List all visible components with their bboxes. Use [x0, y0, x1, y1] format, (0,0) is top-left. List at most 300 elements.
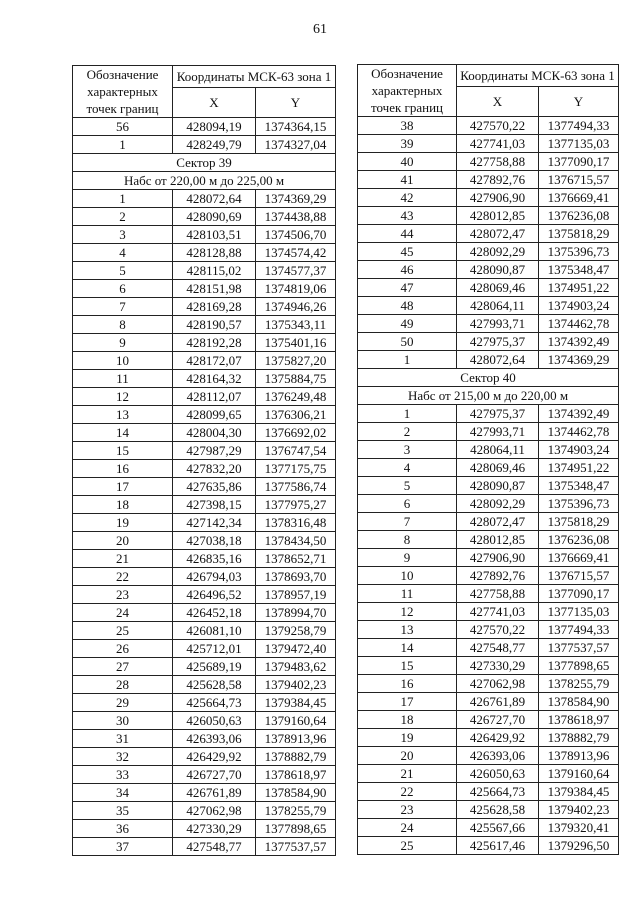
table-row — [358, 711, 619, 729]
y-coordinate: 1377494,33 — [539, 621, 619, 639]
y-coordinate: 1374903,24 — [539, 297, 619, 315]
y-coordinate: 1375401,16 — [256, 334, 336, 352]
point-number: 19 — [358, 729, 457, 747]
table-row — [358, 477, 619, 495]
left-table-body — [73, 66, 336, 856]
right-coordinates-table — [357, 64, 619, 855]
point-number: 12 — [358, 603, 457, 621]
table-row — [73, 460, 336, 478]
table-row — [73, 316, 336, 334]
point-number: 21 — [358, 765, 457, 783]
y-coordinate: 1377586,74 — [256, 478, 336, 496]
point-number: 17 — [73, 478, 173, 496]
x-coordinate: 425712,01 — [173, 640, 256, 658]
header-y: Y — [256, 88, 336, 118]
point-number: 25 — [73, 622, 173, 640]
point-number: 14 — [358, 639, 457, 657]
y-coordinate: 1375396,73 — [539, 495, 619, 513]
point-number: 18 — [358, 711, 457, 729]
x-coordinate: 427038,18 — [173, 532, 256, 550]
x-coordinate: 425567,66 — [457, 819, 539, 837]
table-row — [73, 406, 336, 424]
point-number: 41 — [358, 171, 457, 189]
table-row — [358, 585, 619, 603]
y-coordinate: 1378584,90 — [539, 693, 619, 711]
y-coordinate: 1374946,26 — [256, 298, 336, 316]
y-coordinate: 1376249,48 — [256, 388, 336, 406]
y-coordinate: 1374506,70 — [256, 226, 336, 244]
point-number: 2 — [73, 208, 173, 226]
table-row — [358, 189, 619, 207]
table-row — [358, 261, 619, 279]
table-row — [358, 783, 619, 801]
table-row — [73, 622, 336, 640]
y-coordinate: 1375348,47 — [539, 477, 619, 495]
table-row — [358, 693, 619, 711]
point-number: 2 — [358, 423, 457, 441]
table-row — [73, 136, 336, 154]
point-number: 26 — [73, 640, 173, 658]
table-row — [73, 730, 336, 748]
x-coordinate: 428090,87 — [457, 477, 539, 495]
y-coordinate: 1375348,47 — [539, 261, 619, 279]
point-number: 31 — [73, 730, 173, 748]
x-coordinate: 427993,71 — [457, 315, 539, 333]
point-number: 22 — [73, 568, 173, 586]
section-row — [73, 154, 336, 172]
x-coordinate: 428099,65 — [173, 406, 256, 424]
table-row — [73, 280, 336, 298]
y-coordinate: 1374577,37 — [256, 262, 336, 280]
point-number: 35 — [73, 802, 173, 820]
header-coordinates-label: Координаты МСК-63 зона 1 — [457, 65, 619, 87]
point-number: 25 — [358, 837, 457, 855]
point-number: 1 — [73, 136, 173, 154]
y-coordinate: 1374392,49 — [539, 333, 619, 351]
table-row — [358, 765, 619, 783]
x-coordinate: 426452,18 — [173, 604, 256, 622]
header-points-label: Обозначение характерных точек границ — [358, 65, 457, 117]
table-row — [358, 315, 619, 333]
y-coordinate: 1377090,17 — [539, 153, 619, 171]
y-coordinate: 1379472,40 — [256, 640, 336, 658]
table-row — [73, 658, 336, 676]
table-row — [358, 441, 619, 459]
y-coordinate: 1376747,54 — [256, 442, 336, 460]
y-coordinate: 1375818,29 — [539, 225, 619, 243]
point-number: 1 — [358, 351, 457, 369]
x-coordinate: 426429,92 — [457, 729, 539, 747]
x-coordinate: 427330,29 — [173, 820, 256, 838]
table-row — [73, 298, 336, 316]
point-number: 15 — [358, 657, 457, 675]
point-number: 50 — [358, 333, 457, 351]
point-number: 24 — [73, 604, 173, 622]
table-row — [358, 531, 619, 549]
y-coordinate: 1379258,79 — [256, 622, 336, 640]
y-coordinate: 1378255,79 — [539, 675, 619, 693]
table-row — [73, 532, 336, 550]
y-coordinate: 1377090,17 — [539, 585, 619, 603]
point-number: 20 — [358, 747, 457, 765]
y-coordinate: 1378994,70 — [256, 604, 336, 622]
page-number: 61 — [313, 22, 327, 37]
x-coordinate: 426835,16 — [173, 550, 256, 568]
point-number: 23 — [358, 801, 457, 819]
y-coordinate: 1374327,04 — [256, 136, 336, 154]
point-number: 38 — [358, 117, 457, 135]
point-number: 4 — [358, 459, 457, 477]
table-row — [358, 171, 619, 189]
y-coordinate: 1374462,78 — [539, 315, 619, 333]
point-number: 24 — [358, 819, 457, 837]
y-coordinate: 1378434,50 — [256, 532, 336, 550]
table-row — [358, 297, 619, 315]
y-coordinate: 1374574,42 — [256, 244, 336, 262]
table-row — [73, 604, 336, 622]
x-coordinate: 427062,98 — [457, 675, 539, 693]
y-coordinate: 1376236,08 — [539, 531, 619, 549]
point-number: 42 — [358, 189, 457, 207]
x-coordinate: 427993,71 — [457, 423, 539, 441]
y-coordinate: 1377898,65 — [256, 820, 336, 838]
header-x: X — [457, 87, 539, 117]
x-coordinate: 426794,03 — [173, 568, 256, 586]
table-row — [73, 568, 336, 586]
x-coordinate: 425617,46 — [457, 837, 539, 855]
table-row — [358, 603, 619, 621]
table-row — [358, 549, 619, 567]
y-coordinate: 1378618,97 — [539, 711, 619, 729]
point-number: 13 — [358, 621, 457, 639]
y-coordinate: 1377537,57 — [539, 639, 619, 657]
y-coordinate: 1374951,22 — [539, 459, 619, 477]
header-row — [358, 65, 619, 87]
x-coordinate: 425664,73 — [457, 783, 539, 801]
right-table-body — [358, 65, 619, 855]
point-number: 46 — [358, 261, 457, 279]
point-number: 5 — [358, 477, 457, 495]
point-number: 22 — [358, 783, 457, 801]
table-row — [358, 423, 619, 441]
x-coordinate: 425628,58 — [457, 801, 539, 819]
x-coordinate: 428072,64 — [457, 351, 539, 369]
table-row — [73, 208, 336, 226]
point-number: 56 — [73, 118, 173, 136]
table-row — [73, 802, 336, 820]
y-coordinate: 1378652,71 — [256, 550, 336, 568]
point-number: 1 — [73, 190, 173, 208]
table-row — [358, 819, 619, 837]
table-row — [73, 784, 336, 802]
table-row — [73, 514, 336, 532]
table-row — [358, 225, 619, 243]
point-number: 8 — [358, 531, 457, 549]
y-coordinate: 1378618,97 — [256, 766, 336, 784]
x-coordinate: 428092,29 — [457, 495, 539, 513]
table-row — [358, 279, 619, 297]
point-number: 33 — [73, 766, 173, 784]
x-coordinate: 427758,88 — [457, 153, 539, 171]
point-number: 16 — [358, 675, 457, 693]
point-number: 16 — [73, 460, 173, 478]
x-coordinate: 427975,37 — [457, 333, 539, 351]
y-coordinate: 1375884,75 — [256, 370, 336, 388]
y-coordinate: 1379320,41 — [539, 819, 619, 837]
y-coordinate: 1379384,45 — [256, 694, 336, 712]
table-row — [358, 621, 619, 639]
x-coordinate: 426393,06 — [457, 747, 539, 765]
x-coordinate: 426761,89 — [457, 693, 539, 711]
point-number: 32 — [73, 748, 173, 766]
x-coordinate: 428012,85 — [457, 531, 539, 549]
table-row — [73, 694, 336, 712]
x-coordinate: 427892,76 — [457, 567, 539, 585]
table-row — [358, 747, 619, 765]
point-number: 10 — [73, 352, 173, 370]
table-row — [358, 333, 619, 351]
x-coordinate: 428072,47 — [457, 225, 539, 243]
table-row — [358, 675, 619, 693]
x-coordinate: 428192,28 — [173, 334, 256, 352]
x-coordinate: 425628,58 — [173, 676, 256, 694]
table-row — [73, 190, 336, 208]
x-coordinate: 426496,52 — [173, 586, 256, 604]
x-coordinate: 427330,29 — [457, 657, 539, 675]
x-coordinate: 427398,15 — [173, 496, 256, 514]
point-number: 7 — [358, 513, 457, 531]
table-row — [358, 657, 619, 675]
x-coordinate: 428090,87 — [457, 261, 539, 279]
point-number: 34 — [73, 784, 173, 802]
point-number: 17 — [358, 693, 457, 711]
table-row — [73, 820, 336, 838]
x-coordinate: 427570,22 — [457, 621, 539, 639]
table-row — [73, 334, 336, 352]
header-coordinates-label: Координаты МСК-63 зона 1 — [173, 66, 336, 88]
y-coordinate: 1378316,48 — [256, 514, 336, 532]
table-row — [358, 567, 619, 585]
point-number: 49 — [358, 315, 457, 333]
y-coordinate: 1379402,23 — [256, 676, 336, 694]
y-coordinate: 1376669,41 — [539, 549, 619, 567]
y-coordinate: 1374364,15 — [256, 118, 336, 136]
y-coordinate: 1377135,03 — [539, 603, 619, 621]
x-coordinate: 428094,19 — [173, 118, 256, 136]
section-row — [358, 369, 619, 387]
x-coordinate: 428190,57 — [173, 316, 256, 334]
y-coordinate: 1376715,57 — [539, 171, 619, 189]
x-coordinate: 427892,76 — [457, 171, 539, 189]
x-coordinate: 427906,90 — [457, 549, 539, 567]
y-coordinate: 1377898,65 — [539, 657, 619, 675]
y-coordinate: 1374951,22 — [539, 279, 619, 297]
x-coordinate: 428172,07 — [173, 352, 256, 370]
x-coordinate: 426429,92 — [173, 748, 256, 766]
x-coordinate: 428064,11 — [457, 441, 539, 459]
x-coordinate: 428072,47 — [457, 513, 539, 531]
section-row — [73, 172, 336, 190]
y-coordinate: 1374819,06 — [256, 280, 336, 298]
point-number: 28 — [73, 676, 173, 694]
table-row — [73, 352, 336, 370]
table-row — [73, 640, 336, 658]
x-coordinate: 428064,11 — [457, 297, 539, 315]
header-x: X — [173, 88, 256, 118]
x-coordinate: 427987,29 — [173, 442, 256, 460]
y-coordinate: 1374392,49 — [539, 405, 619, 423]
point-number: 20 — [73, 532, 173, 550]
point-number: 18 — [73, 496, 173, 514]
y-coordinate: 1377494,33 — [539, 117, 619, 135]
point-number: 3 — [358, 441, 457, 459]
table-row — [73, 586, 336, 604]
x-coordinate: 428072,64 — [173, 190, 256, 208]
y-coordinate: 1376669,41 — [539, 189, 619, 207]
point-number: 30 — [73, 712, 173, 730]
table-row — [358, 135, 619, 153]
table-row — [73, 676, 336, 694]
y-coordinate: 1379160,64 — [539, 765, 619, 783]
x-coordinate: 427758,88 — [457, 585, 539, 603]
x-coordinate: 426050,63 — [173, 712, 256, 730]
y-coordinate: 1377975,27 — [256, 496, 336, 514]
point-number: 45 — [358, 243, 457, 261]
y-coordinate: 1374369,29 — [539, 351, 619, 369]
x-coordinate: 428164,32 — [173, 370, 256, 388]
x-coordinate: 428112,07 — [173, 388, 256, 406]
table-row — [358, 459, 619, 477]
x-coordinate: 427142,34 — [173, 514, 256, 532]
x-coordinate: 428103,51 — [173, 226, 256, 244]
table-row — [73, 244, 336, 262]
y-coordinate: 1375396,73 — [539, 243, 619, 261]
y-coordinate: 1377537,57 — [256, 838, 336, 856]
y-coordinate: 1379483,62 — [256, 658, 336, 676]
point-number: 23 — [73, 586, 173, 604]
point-number: 48 — [358, 297, 457, 315]
table-row — [73, 496, 336, 514]
x-coordinate: 428151,98 — [173, 280, 256, 298]
section-row — [358, 387, 619, 405]
x-coordinate: 428004,30 — [173, 424, 256, 442]
point-number: 11 — [358, 585, 457, 603]
x-coordinate: 427832,20 — [173, 460, 256, 478]
x-coordinate: 426727,70 — [173, 766, 256, 784]
point-number: 1 — [358, 405, 457, 423]
x-coordinate: 426761,89 — [173, 784, 256, 802]
y-coordinate: 1376306,21 — [256, 406, 336, 424]
table-row — [73, 262, 336, 280]
point-number: 6 — [73, 280, 173, 298]
table-row — [73, 388, 336, 406]
point-number: 36 — [73, 820, 173, 838]
y-coordinate: 1375343,11 — [256, 316, 336, 334]
point-number: 15 — [73, 442, 173, 460]
y-coordinate: 1374369,29 — [256, 190, 336, 208]
y-coordinate: 1376692,02 — [256, 424, 336, 442]
point-number: 8 — [73, 316, 173, 334]
point-number: 21 — [73, 550, 173, 568]
header-row — [73, 66, 336, 88]
x-coordinate: 427570,22 — [457, 117, 539, 135]
point-number: 27 — [73, 658, 173, 676]
section-label: Набс от 220,00 м до 225,00 м — [73, 172, 336, 190]
y-coordinate: 1375827,20 — [256, 352, 336, 370]
point-number: 44 — [358, 225, 457, 243]
table-row — [358, 117, 619, 135]
x-coordinate: 428012,85 — [457, 207, 539, 225]
x-coordinate: 428092,29 — [457, 243, 539, 261]
x-coordinate: 427062,98 — [173, 802, 256, 820]
x-coordinate: 426050,63 — [457, 765, 539, 783]
header-points-label: Обозначение характерных точек границ — [73, 66, 173, 118]
x-coordinate: 427975,37 — [457, 405, 539, 423]
table-row — [358, 801, 619, 819]
y-coordinate: 1378255,79 — [256, 802, 336, 820]
point-number: 37 — [73, 838, 173, 856]
x-coordinate: 426393,06 — [173, 730, 256, 748]
section-label: Сектор 39 — [73, 154, 336, 172]
point-number: 4 — [73, 244, 173, 262]
point-number: 12 — [73, 388, 173, 406]
table-row — [73, 442, 336, 460]
y-coordinate: 1375818,29 — [539, 513, 619, 531]
y-coordinate: 1378913,96 — [256, 730, 336, 748]
y-coordinate: 1379160,64 — [256, 712, 336, 730]
y-coordinate: 1378584,90 — [256, 784, 336, 802]
x-coordinate: 428090,69 — [173, 208, 256, 226]
y-coordinate: 1379384,45 — [539, 783, 619, 801]
x-coordinate: 428115,02 — [173, 262, 256, 280]
y-coordinate: 1376715,57 — [539, 567, 619, 585]
y-coordinate: 1377135,03 — [539, 135, 619, 153]
point-number: 47 — [358, 279, 457, 297]
table-row — [358, 243, 619, 261]
y-coordinate: 1376236,08 — [539, 207, 619, 225]
x-coordinate: 425664,73 — [173, 694, 256, 712]
point-number: 6 — [358, 495, 457, 513]
table-row — [358, 495, 619, 513]
x-coordinate: 427635,86 — [173, 478, 256, 496]
table-row — [73, 370, 336, 388]
point-number: 43 — [358, 207, 457, 225]
y-coordinate: 1378882,79 — [539, 729, 619, 747]
point-number: 5 — [73, 262, 173, 280]
x-coordinate: 428169,28 — [173, 298, 256, 316]
x-coordinate: 428069,46 — [457, 279, 539, 297]
table-row — [73, 550, 336, 568]
x-coordinate: 427548,77 — [173, 838, 256, 856]
x-coordinate: 425689,19 — [173, 658, 256, 676]
table-row — [358, 351, 619, 369]
point-number: 29 — [73, 694, 173, 712]
y-coordinate: 1378882,79 — [256, 748, 336, 766]
y-coordinate: 1374438,88 — [256, 208, 336, 226]
point-number: 11 — [73, 370, 173, 388]
table-row — [73, 748, 336, 766]
x-coordinate: 426727,70 — [457, 711, 539, 729]
x-coordinate: 427741,03 — [457, 603, 539, 621]
table-row — [73, 478, 336, 496]
point-number: 14 — [73, 424, 173, 442]
table-row — [358, 405, 619, 423]
point-number: 9 — [73, 334, 173, 352]
table-row — [358, 207, 619, 225]
table-row — [358, 513, 619, 531]
table-row — [358, 729, 619, 747]
section-label: Сектор 40 — [358, 369, 619, 387]
